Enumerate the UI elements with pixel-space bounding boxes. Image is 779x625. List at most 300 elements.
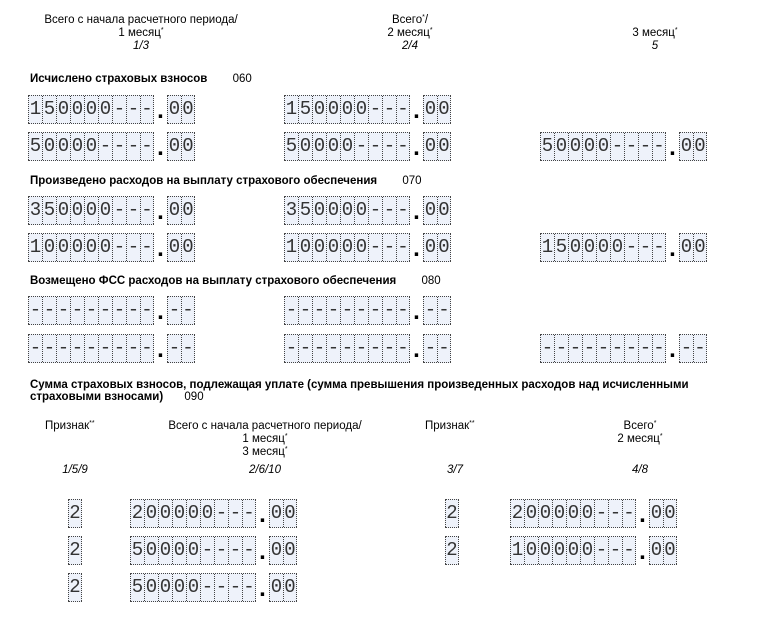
line-080-month3[interactable] [540,336,707,363]
header-col2-line1: Всего [391,14,423,26]
decimal-point: . [157,336,164,363]
digit-cell: 0 [693,234,707,261]
section-070-code: 070 [402,175,422,187]
digit-cell: - [652,335,666,362]
digit-cell: - [228,574,242,601]
digit-cell: 0 [158,537,172,564]
code-sign-right: 3/7 [447,464,463,476]
digit-cell: - [181,297,195,324]
digit-cell: 1 [540,234,554,261]
digit-cell: - [214,537,228,564]
header-col1-line2: 1 месяц [118,27,161,39]
footnote-mark: * [160,27,164,34]
amount-right-row2[interactable] [510,538,677,565]
digit-cell: 0 [181,133,195,160]
digit-cell: - [298,297,312,324]
digit-cell: - [423,335,437,362]
digit-cell: - [368,297,382,324]
digit-cell: - [638,234,652,261]
section-080-heading [30,275,441,288]
digit-cell: - [42,335,56,362]
digit-cell: - [568,335,582,362]
integer-part[interactable] [130,536,256,565]
footnote-mark: * [422,14,425,21]
digit-cell: - [228,537,242,564]
digit-cell: 0 [312,96,326,123]
section-080-title: Возмещено ФСС расходов на выплату страхового обеспечения [30,275,397,287]
digit-cell: - [638,335,652,362]
digit-cell: - [42,297,56,324]
digit-cell: 0 [566,500,580,527]
digit-cell: 0 [181,96,195,123]
decimal-part[interactable] [167,334,195,363]
integer-part[interactable] [284,233,410,262]
line-070-total[interactable] [28,198,195,225]
right-total-line1: Всего [623,420,654,432]
digit-cell: - [167,297,181,324]
digit-cell: - [396,297,410,324]
digit-cell: - [608,500,622,527]
total-header-line1: Всего с начала расчетного периода/ [168,420,362,432]
digit-cell: - [112,234,126,261]
digit-cell: 0 [423,234,437,261]
digit-cell: 0 [423,197,437,224]
integer-part[interactable] [28,296,154,325]
decimal-point: . [669,235,676,262]
digit-cell: 0 [663,537,677,564]
digit-cell: - [396,335,410,362]
digit-cell: - [112,335,126,362]
digit-cell: - [200,537,214,564]
digit-cell: 0 [437,96,451,123]
digit-cell: - [214,574,228,601]
line-060-month2-b[interactable] [284,134,451,161]
footnote-mark: * [659,433,663,440]
header-col2-code: 2/4 [402,40,418,52]
line-070-month2-b[interactable] [284,235,451,262]
sign-cell-wrap[interactable] [445,536,459,565]
digit-cell: - [340,335,354,362]
integer-part[interactable] [284,95,410,124]
digit-cell: - [126,234,140,261]
digit-cell: 0 [354,197,368,224]
digit-cell: 0 [580,500,594,527]
decimal-point: . [413,198,420,225]
section-060-code: 060 [232,73,252,85]
digit-cell: 0 [144,500,158,527]
digit-cell: 5 [298,197,312,224]
digit-cell: - [652,234,666,261]
digit-cell: 0 [340,96,354,123]
total-header-line3: 3 месяц [242,446,285,458]
section-090-heading-line2 [30,391,204,404]
digit-cell: 2 [510,500,524,527]
digit-cell: 5 [42,96,56,123]
integer-part[interactable] [28,95,154,124]
digit-cell: 0 [98,197,112,224]
digit-cell: 0 [538,537,552,564]
digit-cell: - [582,335,596,362]
digit-cell: 5 [554,234,568,261]
decimal-part[interactable] [423,233,451,262]
digit-cell: - [28,297,42,324]
digit-cell: - [200,574,214,601]
digit-cell: 0 [186,500,200,527]
digit-cell: - [140,335,154,362]
decimal-part[interactable] [167,296,195,325]
sign-cell-wrap[interactable] [68,536,82,565]
digit-cell: - [167,335,181,362]
digit-cell: 0 [42,133,56,160]
digit-cell: - [214,500,228,527]
digit-cell: - [368,96,382,123]
digit-cell: 0 [186,574,200,601]
sign-cell-wrap[interactable] [445,499,459,528]
sign-left-row2[interactable] [68,538,82,565]
line-070-month2[interactable] [284,198,451,225]
digit-cell: - [181,335,195,362]
digit-cell: - [98,335,112,362]
digit-cell: 0 [679,133,693,160]
digit-cell: 0 [568,133,582,160]
double-footnote-mark: ** [89,420,95,427]
section-090-title-line2: страховыми взносами) [30,391,164,403]
digit-cell: 0 [437,197,451,224]
digit-cell: - [326,335,340,362]
digit-cell: 0 [326,133,340,160]
digit-cell: 5 [28,133,42,160]
header-col2-slash: / [424,14,429,26]
decimal-part[interactable] [679,132,707,161]
digit-cell: 0 [552,537,566,564]
line-060-month2[interactable] [284,97,451,124]
digit-cell: - [354,297,368,324]
header-col2 [350,14,470,53]
digit-cell: - [540,335,554,362]
digit-cell: 0 [172,500,186,527]
digit-cell: 0 [84,96,98,123]
digit-cell: - [594,500,608,527]
digit-cell: - [594,537,608,564]
total-header-left [150,420,380,459]
digit-cell: - [112,96,126,123]
code-total-left: 2/6/10 [249,464,281,476]
digit-cell: 0 [167,96,181,123]
digit-cell: - [382,197,396,224]
digit-cell: - [679,335,693,362]
digit-cell: 0 [56,96,70,123]
digit-cell: 0 [158,500,172,527]
digit-cell: 0 [84,133,98,160]
decimal-point: . [669,134,676,161]
digit-cell: - [638,133,652,160]
decimal-part[interactable] [167,95,195,124]
digit-cell: - [622,500,636,527]
line-080-month2-b[interactable] [284,336,451,363]
integer-part[interactable] [510,499,636,528]
integer-part[interactable] [284,296,410,325]
decimal-point: . [157,134,164,161]
decimal-point: . [413,298,420,325]
decimal-point: . [413,235,420,262]
digit-cell: 0 [649,537,663,564]
digit-cell: 0 [693,133,707,160]
decimal-point: . [157,97,164,124]
digit-cell: - [242,500,256,527]
line-060-month1[interactable] [28,134,195,161]
digit-cell: - [368,335,382,362]
code-sign-left: 1/5/9 [62,464,88,476]
digit-cell: 0 [423,133,437,160]
decimal-part[interactable] [423,296,451,325]
digit-cell: 0 [70,96,84,123]
digit-cell: 0 [269,574,283,601]
line-060-total[interactable] [28,97,195,124]
line-060-month3[interactable] [540,134,707,161]
digit-cell: - [368,234,382,261]
digit-cell: 0 [172,574,186,601]
amount-left-row2[interactable] [130,538,297,565]
sign-right-row2[interactable] [445,538,459,565]
digit-cell: - [624,234,638,261]
digit-cell: 0 [596,133,610,160]
digit-cell: - [284,335,298,362]
decimal-part[interactable] [423,95,451,124]
digit-cell: 0 [144,574,158,601]
sign-label: Признак [425,420,470,432]
digit-cell: - [396,96,410,123]
digit-cell: - [622,537,636,564]
sign-cell: 2 [68,537,82,564]
decimal-part[interactable] [679,334,707,363]
decimal-point: . [259,575,266,602]
amount-left-row1[interactable] [130,501,297,528]
digit-cell: 3 [284,197,298,224]
digit-cell: 0 [582,133,596,160]
sign-cell: 2 [68,500,82,527]
decimal-part[interactable] [423,132,451,161]
digit-cell: 0 [554,133,568,160]
integer-part[interactable] [284,132,410,161]
digit-cell: - [382,96,396,123]
integer-part[interactable] [540,132,666,161]
decimal-part[interactable] [269,499,297,528]
digit-cell: - [84,335,98,362]
digit-cell: 0 [42,234,56,261]
digit-cell: - [396,234,410,261]
digit-cell: 0 [354,234,368,261]
digit-cell: - [112,133,126,160]
line-080-total[interactable] [28,298,195,325]
decimal-point: . [157,298,164,325]
digit-cell: 0 [98,234,112,261]
digit-cell: 0 [283,537,297,564]
decimal-point: . [157,235,164,262]
digit-cell: - [28,335,42,362]
sign-cell-wrap[interactable] [68,573,82,602]
amount-right-row1[interactable] [510,501,677,528]
digit-cell: 0 [312,197,326,224]
digit-cell: - [396,133,410,160]
sign-cell: 2 [68,574,82,601]
digit-cell: 0 [98,96,112,123]
integer-part[interactable] [284,196,410,225]
total-header-line2: 1 месяц [242,433,285,445]
digit-cell: 0 [524,537,538,564]
integer-part[interactable] [130,573,256,602]
sign-left-row1[interactable] [68,501,82,528]
digit-cell: - [70,335,84,362]
digit-cell: - [98,133,112,160]
line-070-month3[interactable] [540,235,707,262]
digit-cell: 0 [423,96,437,123]
header-col1-line1: Всего с начала расчетного периода/ [44,14,238,26]
integer-part[interactable] [540,233,666,262]
digit-cell: 0 [269,537,283,564]
digit-cell: - [70,297,84,324]
digit-cell: 0 [172,537,186,564]
integer-part[interactable] [28,334,154,363]
digit-cell: 0 [167,133,181,160]
digit-cell: 0 [70,197,84,224]
integer-part[interactable] [130,499,256,528]
decimal-point: . [413,336,420,363]
digit-cell: - [126,96,140,123]
sign-cell: 2 [445,500,459,527]
decimal-part[interactable] [167,233,195,262]
digit-cell: 0 [524,500,538,527]
digit-cell: 5 [298,96,312,123]
digit-cell: - [126,297,140,324]
line-070-month1[interactable] [28,235,195,262]
line-080-month2[interactable] [284,298,451,325]
digit-cell: - [437,335,451,362]
sign-cell: 2 [445,537,459,564]
digit-cell: - [423,297,437,324]
decimal-part[interactable] [167,132,195,161]
header-col2-line2: 2 месяц [387,27,430,39]
digit-cell: 5 [540,133,554,160]
decimal-point: . [639,501,646,528]
digit-cell: 0 [326,96,340,123]
line-080-month1[interactable] [28,336,195,363]
digit-cell: - [140,96,154,123]
digit-cell: 0 [679,234,693,261]
header-col3-code: 5 [651,40,659,52]
sign-header-right [425,420,475,433]
digit-cell: 1 [510,537,524,564]
integer-part[interactable] [284,334,410,363]
total-header-right [580,420,700,446]
footnote-mark: * [674,27,678,34]
integer-part[interactable] [540,334,666,363]
digit-cell: - [312,297,326,324]
decimal-point: . [157,198,164,225]
header-col1 [25,14,257,53]
decimal-point: . [413,97,420,124]
decimal-part[interactable] [269,536,297,565]
digit-cell: 2 [130,500,144,527]
digit-cell: - [596,335,610,362]
digit-cell: 0 [181,197,195,224]
integer-part[interactable] [28,196,154,225]
section-060-heading [30,73,252,86]
digit-cell: - [284,297,298,324]
digit-cell: 0 [582,234,596,261]
digit-cell: 0 [354,96,368,123]
digit-cell: - [368,133,382,160]
digit-cell: 3 [28,197,42,224]
integer-part[interactable] [28,132,154,161]
decimal-part[interactable] [679,233,707,262]
digit-cell: 0 [568,234,582,261]
digit-cell: - [382,133,396,160]
sign-left-row3[interactable] [68,575,82,602]
decimal-part[interactable] [167,196,195,225]
decimal-part[interactable] [423,334,451,363]
decimal-point: . [259,538,266,565]
digit-cell: 0 [312,133,326,160]
digit-cell: 0 [181,234,195,261]
digit-cell: 0 [326,197,340,224]
digit-cell: - [112,297,126,324]
digit-cell: - [140,197,154,224]
digit-cell: 0 [566,537,580,564]
digit-cell: - [140,297,154,324]
sign-cell-wrap[interactable] [68,499,82,528]
integer-part[interactable] [28,233,154,262]
digit-cell: 0 [580,537,594,564]
digit-cell: 0 [186,537,200,564]
digit-cell: 5 [42,197,56,224]
header-col3 [595,27,715,53]
digit-cell: - [340,297,354,324]
digit-cell: - [298,335,312,362]
digit-cell: 0 [269,500,283,527]
digit-cell: 0 [649,500,663,527]
digit-cell: - [354,133,368,160]
decimal-part[interactable] [649,499,677,528]
digit-cell: - [140,133,154,160]
footnote-mark: * [653,420,657,427]
digit-cell: - [126,133,140,160]
amount-left-row3[interactable] [130,575,297,602]
decimal-point: . [413,134,420,161]
digit-cell: - [652,133,666,160]
digit-cell: 0 [56,197,70,224]
digit-cell: - [126,335,140,362]
decimal-part[interactable] [649,536,677,565]
decimal-part[interactable] [423,196,451,225]
integer-part[interactable] [510,536,636,565]
digit-cell: - [608,537,622,564]
digit-cell: 0 [158,574,172,601]
section-060-title: Исчислено страховых взносов [30,73,208,85]
footnote-mark: * [284,446,288,453]
code-total-right: 4/8 [632,464,648,476]
digit-cell: - [610,133,624,160]
digit-cell: 0 [84,234,98,261]
decimal-part[interactable] [269,573,297,602]
section-090-title-line1: Сумма страховых взносов, подлежащая уплате (сумма превышения произведенных расходов над исчисленными [30,379,689,391]
decimal-point: . [259,501,266,528]
sign-header-left [45,420,95,433]
sign-label: Признак [45,420,90,432]
digit-cell: 1 [284,96,298,123]
section-070-title: Произведено расходов на выплату страхового обеспечения [30,175,378,187]
digit-cell: - [242,537,256,564]
sign-right-row1[interactable] [445,501,459,528]
